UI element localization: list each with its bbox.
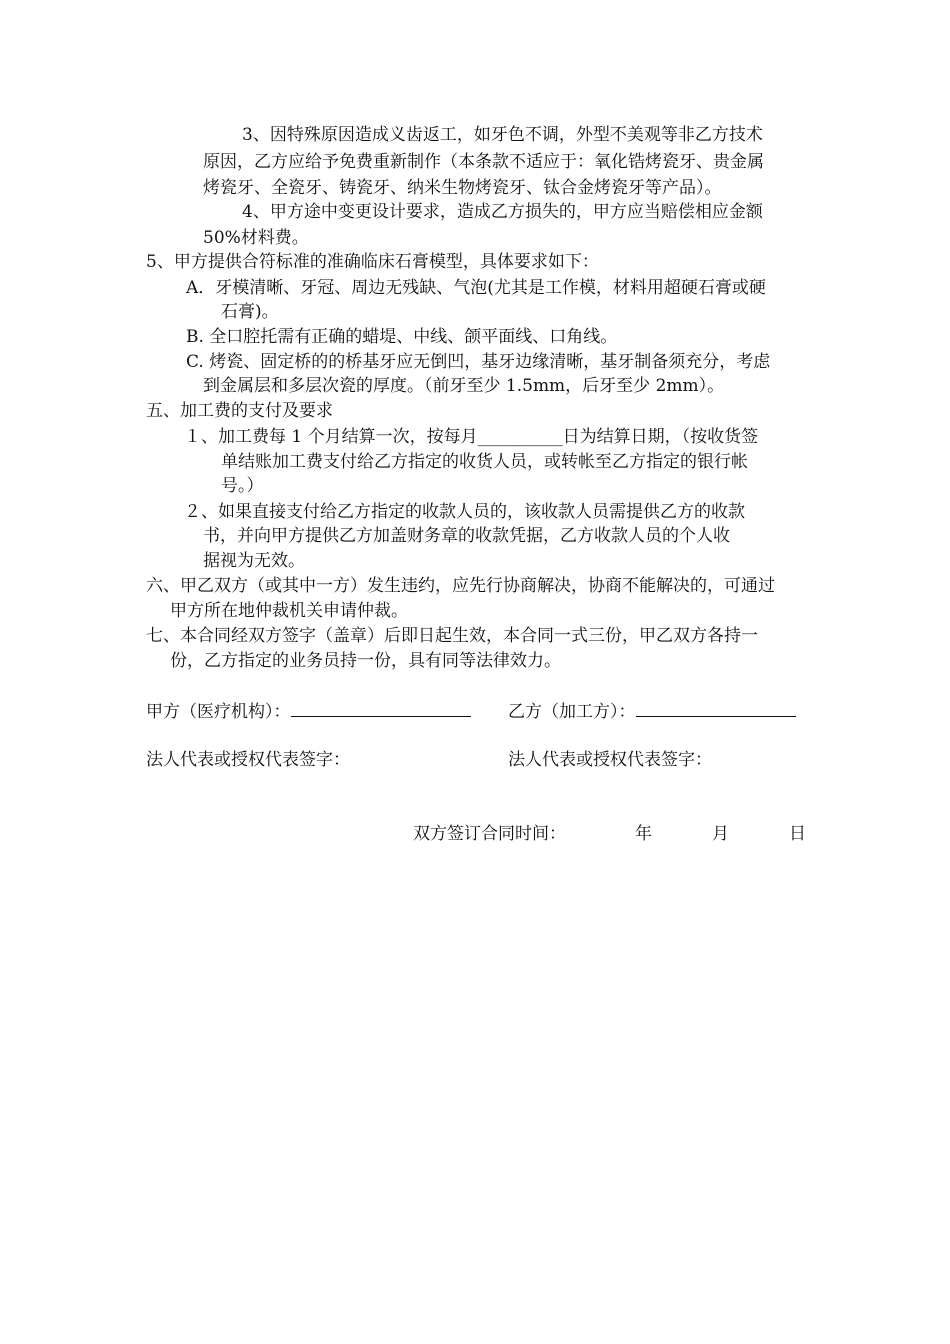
section-5-item-1-line-1: １、加工费每 1 个月结算一次，按每月__________日为结算日期，（按收货签 [184, 427, 759, 447]
section-5-item-2-line-3: 据视为无效。 [203, 551, 305, 571]
section-5-item-1-line-3: 号。） [221, 476, 264, 496]
sign-date-day: 日 [789, 824, 806, 844]
clause-4-3-line-3: 烤瓷牙、全瓷牙、铸瓷牙、纳米生物烤瓷牙、钛合金烤瓷牙等产品）。 [203, 178, 722, 198]
sign-date-month: 月 [712, 824, 729, 844]
clause-5-a-line-1: A．牙模清晰、牙冠、周边无残缺、气泡(尤其是工作模，材料用超硬石膏或硬 [186, 278, 766, 298]
section-5-item-2-line-1: ２、如果直接支付给乙方指定的收款人员的，该收款人员需提供乙方的收款 [184, 502, 745, 522]
sign-date-year: 年 [635, 824, 652, 844]
party-a-blank[interactable] [291, 698, 471, 717]
clause-4-3-line-1: 3、因特殊原因造成义齿返工，如牙色不调，外型不美观等非乙方技术 [242, 125, 763, 145]
party-b-signature [508, 698, 796, 724]
clause-4-4-line-2: 50%材料费。 [203, 228, 309, 248]
party-b-label: 乙方（加工方）： [508, 702, 636, 722]
sign-date-label: 双方签订合同时间： [413, 824, 566, 844]
section-5-item-2-line-2: 书，并向甲方提供乙方加盖财务章的收款凭据，乙方收款人员的个人收 [203, 526, 730, 546]
party-b-rep-label: 法人代表或授权代表签字： [508, 750, 712, 770]
party-a-rep-label: 法人代表或授权代表签字： [146, 750, 350, 770]
clause-4-3-line-2: 原因，乙方应给予免费重新制作（本条款不适应于：氧化锆烤瓷牙、贵金属 [203, 152, 764, 172]
section-6-line-1: 六、甲乙双方（或其中一方）发生违约，应先行协商解决，协商不能解决的，可通过 [146, 576, 775, 596]
party-a-signature [146, 698, 471, 724]
section-5-item-1-line-2: 单结账加工费支付给乙方指定的收货人员，或转帐至乙方指定的银行帐 [221, 452, 748, 472]
clause-5-c-line-1: C. 烤瓷、固定桥的的桥基牙应无倒凹，基牙边缘清晰，基牙制备须充分，考虑 [186, 352, 771, 372]
clause-4-4-line-1: 4、甲方途中变更设计要求，造成乙方损失的，甲方应当赔偿相应金额 [242, 202, 763, 222]
section-6-line-2: 甲方所在地仲裁机关申请仲裁。 [170, 601, 408, 621]
section-5-heading: 五、加工费的支付及要求 [146, 401, 333, 421]
clause-5-c-line-2: 到金属层和多层次瓷的厚度。（前牙至少 1.5mm，后牙至少 2mm）。 [203, 376, 725, 396]
section-7-line-1: 七、本合同经双方签字（盖章）后即日起生效，本合同一式三份，甲乙双方各持一 [146, 626, 758, 646]
clause-5-heading: 5、甲方提供合符标准的准确临床石膏模型，具体要求如下： [146, 252, 599, 272]
party-a-label: 甲方（医疗机构）： [146, 702, 291, 722]
clause-5-b: B. 全口腔托需有正确的蜡堤、中线、颌平面线、口角线。 [186, 327, 618, 347]
party-b-blank[interactable] [636, 698, 796, 717]
section-7-line-2: 份，乙方指定的业务员持一份，具有同等法律效力。 [170, 651, 561, 671]
clause-5-a-line-2: 石膏)。 [221, 302, 279, 322]
